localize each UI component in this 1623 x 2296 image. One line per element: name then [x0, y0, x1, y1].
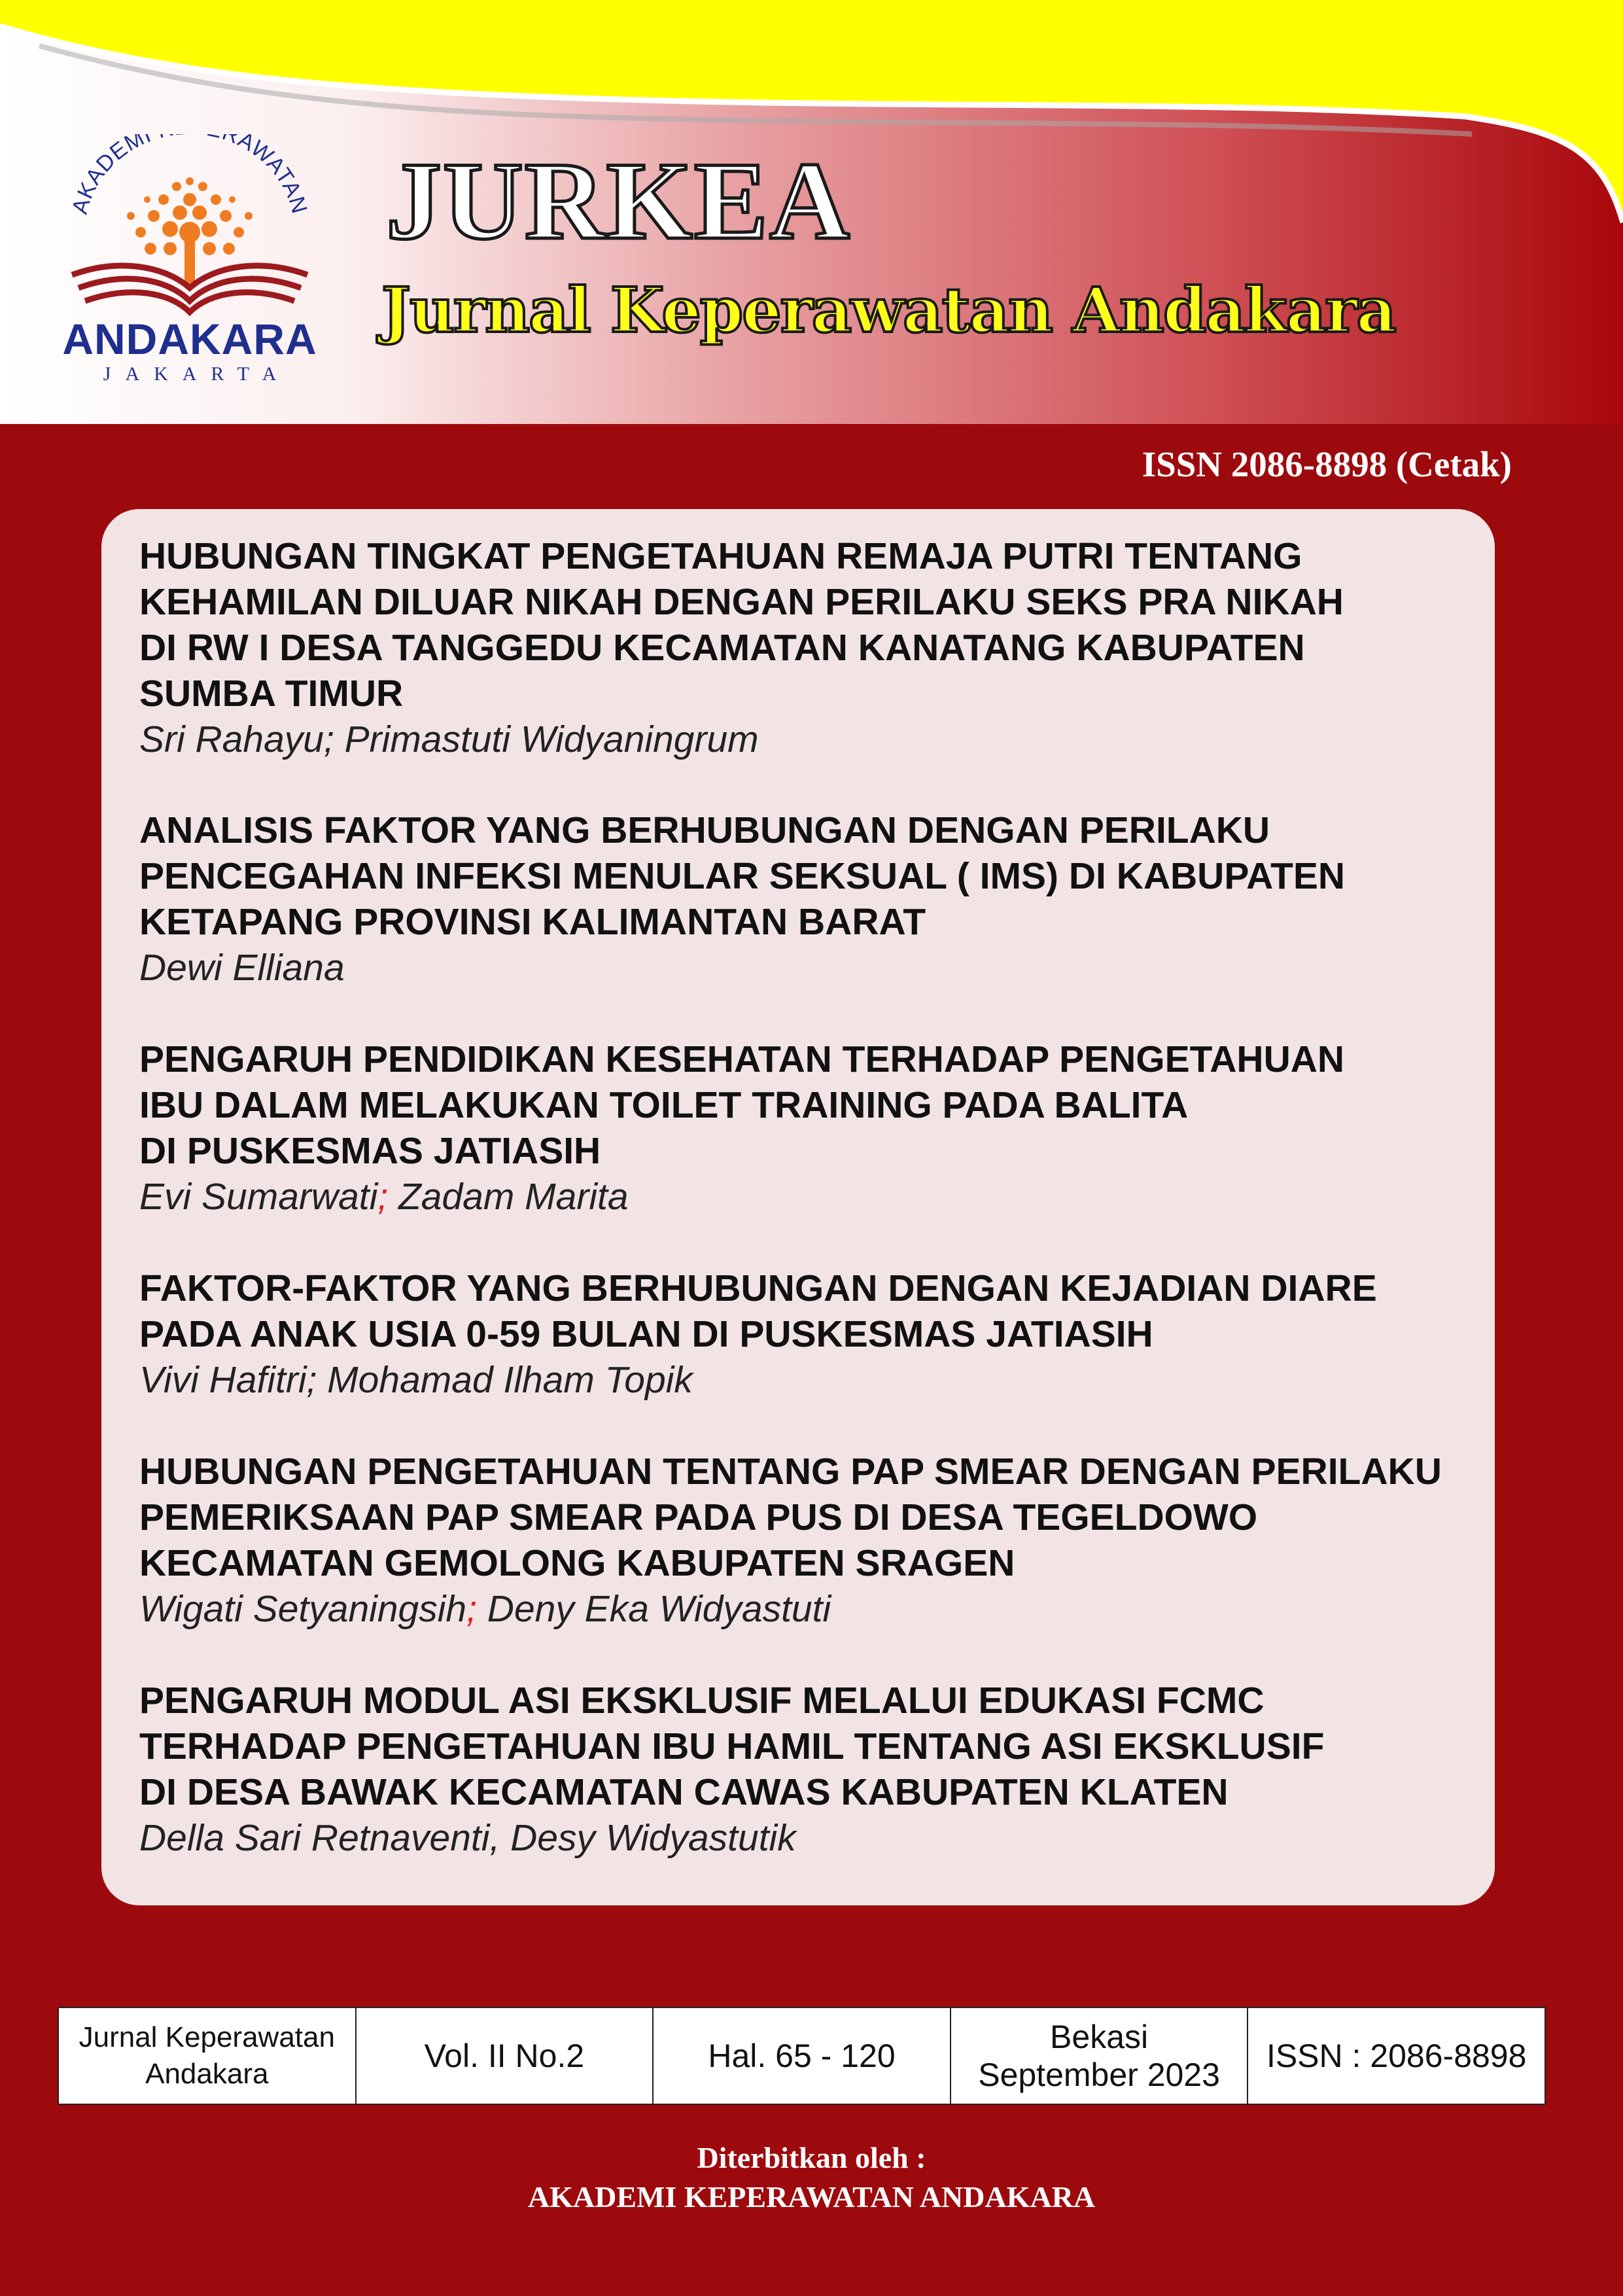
author: Della Sari Retnaventi: [139, 1817, 490, 1859]
author-separator: ;: [323, 718, 334, 760]
article-entry: [139, 533, 1539, 762]
author: Zadam Marita: [388, 1176, 629, 1218]
logo-emblem: [59, 134, 321, 317]
issn-print: ISSN 2086-8898 (Cetak): [1142, 444, 1512, 484]
header-bottom-edge: [0, 424, 1623, 432]
article-authors: [139, 1815, 1539, 1861]
article-title: HUBUNGAN TINGKAT PENGETAHUAN REMAJA PUTRI TENTANG KEHAMILAN DILUAR NIKAH DENGAN PERILAKU SEKS PRA NIKAH DI RW I DESA TANGGEDU KECAMATAN KANATANG KABUPATEN SUMBA TIMUR: [139, 535, 1344, 715]
author-separator: ;: [306, 1359, 317, 1401]
article-title: HUBUNGAN PENGETAHUAN TENTANG PAP SMEAR DENGAN PERILAKU PEMERIKSAAN PAP SMEAR PADA PUS DI DESA TEGELDOWO KECAMATAN GEMOLONG KABUPATEN SRAGEN: [139, 1451, 1442, 1584]
volume-cell: Vol. II No.2: [356, 2007, 654, 2104]
publisher-block: [0, 2138, 1623, 2217]
city: Bekasi: [1050, 2019, 1149, 2055]
article-authors: [139, 945, 1539, 991]
article-entry: [139, 807, 1539, 991]
article-authors: [139, 1357, 1539, 1403]
author-separator: ,: [489, 1817, 500, 1859]
table-row: [58, 2007, 1545, 2104]
article-entry: [139, 1036, 1539, 1220]
journal-name-cell: [58, 2007, 356, 2104]
place-date-cell: [951, 2007, 1248, 2104]
author: Vivi Hafitri: [139, 1359, 307, 1401]
article-title: FAKTOR-FAKTOR YANG BERHUBUNGAN DENGAN KEJADIAN DIARE PADA ANAK USIA 0-59 BULAN DI PUSKESMAS JATIASIH: [139, 1267, 1377, 1355]
author: Sri Rahayu: [139, 718, 324, 760]
author-separator: ;: [377, 1176, 389, 1218]
pages-cell: Hal. 65 - 120: [653, 2007, 951, 2104]
article-authors: [139, 1174, 1539, 1220]
author-separator: ;: [466, 1588, 477, 1630]
article-title: ANALISIS FAKTOR YANG BERHUBUNGAN DENGAN PERILAKU PENCEGAHAN INFEKSI MENULAR SEKSUAL ( IMS) DI KABUPATEN KETAPANG PROVINSI KALIMANTAN BARAT: [139, 809, 1346, 943]
journal-name-line: Jurnal Keperawatan: [79, 2021, 335, 2053]
issn-cell: ISSN : 2086-8898: [1248, 2007, 1545, 2104]
publication-info-table: [58, 2007, 1546, 2105]
author: Evi Sumarwati: [139, 1176, 378, 1218]
journal-title: Jurnal Keperawatan Andakara: [381, 274, 1395, 347]
author: Primastuti Widyaningrum: [334, 718, 759, 760]
andakara-logo: [59, 134, 321, 396]
author: Desy Widyastutik: [500, 1817, 796, 1859]
article-entry: [139, 1265, 1539, 1403]
publisher-name: AKADEMI KEPERAWATAN ANDAKARA: [527, 2180, 1096, 2214]
article-authors: [139, 716, 1539, 762]
article-entry: [139, 1678, 1539, 1861]
article-title: PENGARUH MODUL ASI EKSKLUSIF MELALUI EDUKASI FCMC TERHADAP PENGETAHUAN IBU HAMIL TENTANG ASI EKSKLUSIF DI DESA BAWAK KECAMATAN CAWAS KABUPATEN KLATEN: [139, 1680, 1325, 1813]
author: Deny Eka Widyastuti: [476, 1588, 831, 1630]
journal-acronym: JURKEA: [386, 139, 851, 262]
logo-arc-text: AKADEMI RAWATAN: [67, 134, 313, 217]
logo-name: ANDAKARA: [62, 315, 317, 363]
author: Mohamad Ilham Topik: [317, 1359, 693, 1401]
author: Dewi Elliana: [139, 947, 345, 989]
journal-name-line: Andakara: [145, 2058, 269, 2090]
article-authors: [139, 1586, 1539, 1632]
author: Wigati Setyaningsih: [139, 1588, 467, 1630]
publisher-label: Diterbitkan oleh :: [697, 2141, 926, 2174]
article-entry: [139, 1449, 1539, 1632]
logo-city: JAKARTA: [103, 363, 291, 385]
date: September 2023: [978, 2057, 1220, 2093]
article-title: PENGARUH PENDIDIKAN KESEHATAN TERHADAP PENGETAHUAN IBU DALAM MELAKUKAN TOILET TRAINING PADA BALITA DI PUSKESMAS JATIASIH: [139, 1038, 1345, 1172]
